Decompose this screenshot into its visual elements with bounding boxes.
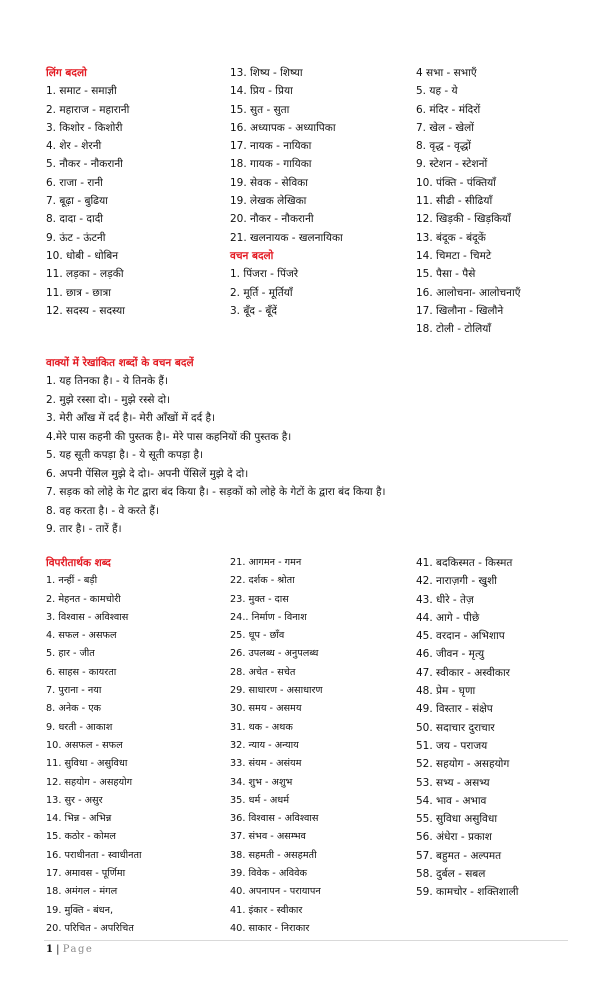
gender-pair-item: 12. सदस्य - सदस्या [46, 304, 125, 317]
antonym-pair-item: 17. अमावस - पूर्णिमा [46, 868, 126, 880]
number-pair-item: 2. मूर्ति - मूर्तियाँ [230, 286, 293, 299]
number-pair-item: 4 सभा - सभाएँ [416, 67, 477, 79]
antonym-pair-item: 11. सुविधा - असुविधा [46, 758, 128, 770]
number-pair-item: 17. खिलौना - खिलौने [416, 304, 504, 317]
antonym-column-1 [46, 554, 226, 938]
antonym-pair-item: 39. विवेक - अविवेक [230, 868, 307, 880]
antonym-pair-item: 16. पराधीनता - स्वाधीनता [46, 849, 142, 861]
antonym-pair-item: 14. भिन्न - अभिन्न [46, 813, 112, 825]
sentence-heading: वाक्यों में रेखांकित शब्दों के वचन बदलें [46, 357, 194, 369]
antonym-pair-item: 38. सहमती - असहमती [230, 849, 317, 861]
antonym-pair-item: 53. सभ्य - असभ्य [416, 776, 490, 789]
antonym-pair-item: 59. कामचोर - शक्तिशाली [416, 886, 519, 899]
number-pair-item: 3. बूँद - बूँदें [230, 304, 277, 317]
antonym-pair-item: 5. हार - जीत [46, 648, 95, 660]
number-pair-item: 13. बंदूक - बंदूकें [416, 231, 486, 244]
antonym-pair-item: 2. मेहनत - कामचोरी [46, 593, 121, 605]
antonym-pair-item: 32. न्याय - अन्याय [230, 739, 299, 751]
page-number: 1 [46, 944, 53, 955]
number-pair-item: 11. सीढी - सीढियाँ [416, 195, 493, 208]
antonym-pair-item: 35. धर्म - अधर्म [230, 794, 290, 806]
antonym-pair-item: 37. संभव - असम्भव [230, 831, 306, 843]
antonym-pair-item: 48. प्रेम - घृणा [416, 685, 476, 698]
antonym-pair-item: 10. असफल - सफल [46, 739, 123, 751]
antonym-pair-item: 13. सुर - असुर [46, 794, 103, 806]
number-pair-item: 5. यह - ये [416, 85, 458, 98]
antonym-pair-item: 29. साधारण - असाधारण [230, 685, 323, 697]
sentence-item: 1. यह तिनका है। - ये तिनके हैं। [46, 375, 168, 388]
gender-column-1 [46, 64, 226, 320]
number-pair-item: 15. पैसा - पैसे [416, 268, 476, 281]
antonym-pair-item: 51. जय - पराजय [416, 739, 488, 752]
gender-pair-item: 4. शेर - शेरनी [46, 140, 102, 153]
antonym-pair-item: 23. मुक्त - दास [230, 593, 289, 605]
gender-heading: लिंग बदलो [46, 67, 87, 79]
antonym-pair-item: 25. धूप - छाँव [230, 630, 285, 642]
sentence-item: 7. सड़क को लोहे के गेट द्वारा बंद किया है। - सड़कों को लोहे के गेटों के द्वारा बंद किया है। [46, 486, 386, 499]
number-pair-item: 8. वृद्ध - वृद्धों [416, 140, 471, 153]
antonym-pair-item: 36. विश्वास - अविश्वास [230, 813, 319, 825]
gender-pair-item: 19. लेखक लेखिका [230, 195, 307, 208]
gender-pair-item: 16. अध्यापक - अध्यापिका [230, 121, 336, 134]
gender-pair-item: 6. राजा - रानी [46, 176, 103, 189]
gender-pair-item: 11. लड़का - लड़की [46, 268, 124, 281]
antonym-pair-item: 49. विस्तार - संक्षेप [416, 703, 493, 716]
antonym-pair-item: 52. सहयोग - असहयोग [416, 758, 510, 771]
gender-pair-item: 13. शिष्य - शिष्या [230, 67, 303, 79]
antonym-pair-item: 40. साकार - निराकार [230, 922, 310, 934]
gender-pair-item: 18. गायक - गायिका [230, 158, 312, 171]
antonym-column-3 [416, 554, 606, 902]
antonym-pair-item: 6. साहस - कायरता [46, 666, 117, 678]
gender-column-2 [230, 64, 410, 320]
number-pair-item: 9. स्टेशन - स्टेशनों [416, 158, 488, 171]
antonym-pair-item: 45. वरदान - अभिशाप [416, 630, 505, 643]
antonym-pair-item: 15. कठोर - कोमल [46, 831, 116, 843]
gender-pair-item: 11. छात्र - छात्रा [46, 286, 111, 299]
sentence-item: 3. मेरी आँख में दर्द है।- मेरी आँखों में दर्द है। [46, 412, 216, 425]
antonym-pair-item: 56. अंधेरा - प्रकाश [416, 831, 492, 844]
antonym-pair-item: 26. उपलब्ध - अनुपलब्ध [230, 648, 319, 660]
antonym-pair-item: 34. शुभ - अशुभ [230, 776, 293, 788]
antonym-pair-item: 54. भाव - अभाव [416, 794, 487, 807]
antonym-pair-item: 24.. निर्माण - विनाश [230, 611, 307, 623]
gender-pair-item: 19. सेवक - सेविका [230, 176, 308, 189]
sentence-section [46, 354, 606, 539]
antonym-pair-item: 31. थक - अथक [230, 721, 293, 733]
antonym-pair-item: 55. सुविधा असुविधा [416, 813, 498, 826]
gender-pair-item: 17. नायक - नायिका [230, 140, 312, 153]
number-pair-item: 12. खिड़की - खिड़कियाँ [416, 213, 511, 226]
antonym-column-2 [230, 554, 410, 938]
sentence-item: 6. अपनी पेंसिल मुझे दे दो।- अपनी पेंसिलें मुझे दे दो। [46, 467, 249, 480]
antonym-pair-item: 58. दुर्बल - सबल [416, 868, 486, 881]
antonym-pair-item: 47. स्वीकार - अस्वीकार [416, 666, 510, 679]
antonym-pair-item: 40. अपनापन - परायापन [230, 886, 321, 898]
antonym-pair-item: 12. सहयोग - असहयोग [46, 776, 133, 788]
antonym-pair-item: 28. अचेत - सचेत [230, 666, 296, 678]
gender-pair-item: 3. किशोर - किशोरी [46, 121, 123, 134]
sentence-item: 2. मुझे रस्सा दो। - मुझे रस्से दो। [46, 393, 171, 406]
antonym-pair-item: 30. समय - असमय [230, 703, 302, 715]
number-pair-item: 1. पिंजरा - पिंजरे [230, 268, 299, 281]
number-heading: वचन बदलो [230, 249, 274, 262]
antonym-pair-item: 9. धरती - आकाश [46, 721, 113, 733]
antonym-pair-item: 20. परिचित - अपरिचित [46, 922, 134, 934]
antonym-pair-item: 4. सफल - असफल [46, 630, 117, 642]
number-pair-item: 14. चिमटा - चिमटे [416, 249, 492, 262]
number-pair-item: 6. मंदिर - मंदिरों [416, 103, 481, 116]
antonym-heading: विपरीतार्थक शब्द [46, 557, 111, 569]
antonym-pair-item: 46. जीवन - मृत्यु [416, 648, 485, 661]
gender-pair-item: 20. नौकर - नौकरानी [230, 213, 314, 226]
gender-pair-item: 8. दादा - दादी [46, 213, 103, 226]
sentence-item: 4.मेरे पास कहनी की पुस्तक है।- मेरे पास कहनियों की पुस्तक है। [46, 430, 292, 443]
antonym-pair-item: 43. धीरे - तेज़ [416, 593, 474, 606]
antonym-pair-item: 8. अनेक - एक [46, 703, 101, 715]
antonym-pair-item: 41. बदकिस्मत - किस्मत [416, 557, 513, 569]
antonym-pair-item: 19. मुक्ति - बंधन, [46, 904, 114, 916]
page-footer [46, 944, 93, 955]
antonym-pair-item: 41. इंकार - स्वीकार [230, 904, 303, 916]
gender-pair-item: 7. बूढ़ा - बुढिया [46, 195, 108, 208]
antonym-pair-item: 44. आगे - पीछे [416, 611, 480, 624]
antonym-pair-item: 21. आगमन - गमन [230, 557, 302, 568]
number-pair-item: 18. टोली - टोलियाँ [416, 323, 492, 336]
gender-pair-item: 9. ऊंट - ऊंटनी [46, 231, 106, 244]
antonym-pair-item: 33. संयम - असंयम [230, 758, 302, 770]
gender-pair-item: 14. प्रिय - प्रिया [230, 85, 293, 98]
antonym-pair-item: 18. अमंगल - मंगल [46, 886, 118, 898]
gender-pair-item: 2. महाराज - महारानी [46, 103, 130, 116]
antonym-pair-item: 7. पुराना - नया [46, 685, 102, 697]
gender-pair-item: 21. खलनायक - खलनायिका [230, 231, 343, 244]
sentence-item: 5. यह सूती कपड़ा है। - ये सूती कपड़ा है। [46, 449, 204, 462]
number-pair-item: 10. पंक्ति - पंक्तियाँ [416, 176, 496, 189]
sentence-item: 9. तार है। - तारें हैं। [46, 523, 122, 536]
number-pair-item: 7. खेल - खेलों [416, 121, 474, 134]
antonym-pair-item: 3. विश्वास - अविश्वास [46, 611, 129, 623]
number-column-3 [416, 64, 606, 338]
page-label: Page [62, 944, 94, 955]
sentence-item: 8. वह करता है। - वे करते हैं। [46, 504, 159, 517]
antonym-pair-item: 50. सदाचार दुराचार [416, 721, 495, 734]
antonym-pair-item: 57. बहुमत - अल्पमत [416, 849, 502, 862]
footer-divider [44, 940, 568, 941]
antonym-pair-item: 42. नाराज़गी - खुशी [416, 575, 497, 588]
antonym-pair-item: 22. दर्शक - श्रोता [230, 575, 295, 587]
gender-pair-item: 5. नौकर - नौकरानी [46, 158, 123, 171]
gender-pair-item: 1. समाट - समाज्ञी [46, 85, 117, 98]
number-pair-item: 16. आलोचना- आलोचनाएँ [416, 286, 521, 299]
footer-separator: | [56, 944, 60, 955]
antonym-pair-item: 1. नन्हीं - बड़ी [46, 575, 98, 587]
gender-pair-item: 10. धोबी - धोबिन [46, 249, 119, 262]
gender-pair-item: 15. सुत - सुता [230, 103, 290, 116]
